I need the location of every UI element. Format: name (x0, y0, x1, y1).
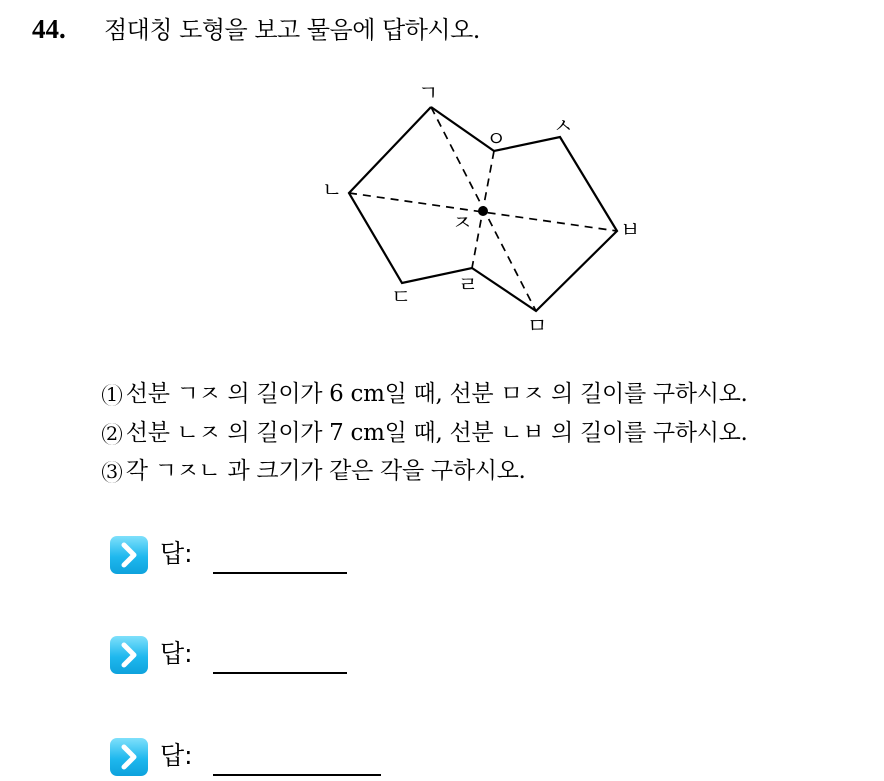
label-r: ㄹ (458, 273, 479, 297)
subquestion-number: 3 (102, 461, 122, 483)
label-o: ㅇ (486, 127, 507, 151)
answer-label: 답: (160, 539, 193, 568)
label-b: ㅂ (620, 218, 641, 242)
chevron-right-icon (110, 636, 148, 674)
subquestion-1 (102, 378, 748, 410)
answer-blank-3[interactable] (213, 774, 381, 776)
label-center: ㅈ (452, 211, 473, 235)
answer-blank-2[interactable] (213, 672, 347, 674)
question-title: 점대칭 도형을 보고 물음에 답하시오. (104, 16, 480, 44)
question-number: 44. (32, 14, 66, 44)
answer-blank-1[interactable] (213, 572, 347, 574)
subquestion-text: 선분 ㄱㅈ 의 길이가 6 cm일 때, 선분 ㅁㅈ 의 길이를 구하시오. (125, 381, 748, 407)
center-point (478, 206, 488, 216)
answer-label: 답: (160, 639, 193, 668)
chevron-right-icon (110, 536, 148, 574)
answer-label: 답: (160, 741, 193, 770)
subquestion-2 (102, 417, 748, 449)
label-g: ㄱ (418, 81, 439, 105)
subquestion-number: 2 (102, 423, 122, 445)
label-s: ㅅ (553, 114, 574, 138)
subquestion-3 (102, 455, 526, 487)
label-m: ㅁ (527, 314, 548, 338)
label-n: ㄴ (322, 178, 343, 202)
subquestion-text: 선분 ㄴㅈ 의 길이가 7 cm일 때, 선분 ㄴㅂ 의 길이를 구하시오. (125, 420, 748, 446)
subquestion-text: 각 ㄱㅈㄴ 과 크기가 같은 각을 구하시오. (125, 458, 526, 484)
label-d: ㄷ (391, 285, 412, 309)
chevron-right-icon (110, 738, 148, 776)
subquestion-number: 1 (102, 384, 122, 406)
